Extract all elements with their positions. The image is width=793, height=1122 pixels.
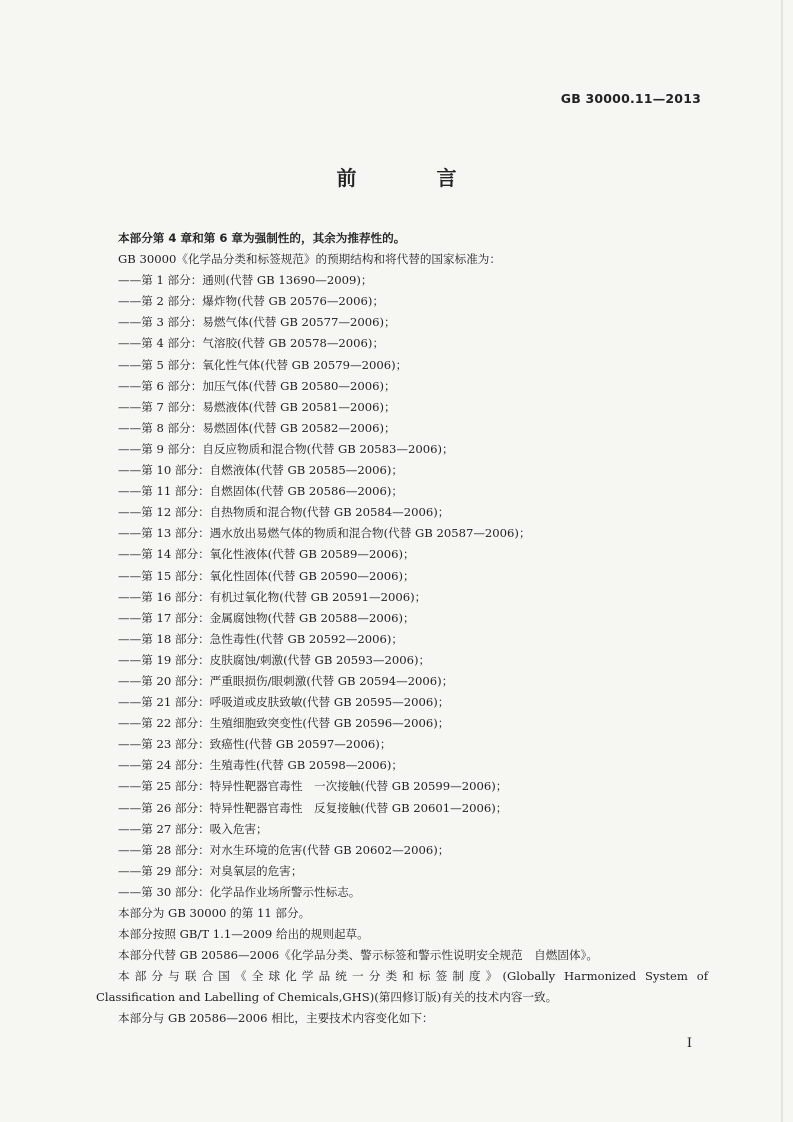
mandatory-statement: 本部分第 4 章和第 6 章为强制性的，其余为推荐性的。 [118,231,406,245]
part-list-item: ——第 23 部分：致癌性(代替 GB 20597—2006)； [118,737,392,752]
changes-intro: 本部分与 GB 20586—2006 相比，主要技术内容变化如下： [118,1011,434,1026]
page-title: 前 言 [336,166,487,190]
part-list-item: ——第 29 部分：对臭氧层的危害； [118,863,303,878]
part-list-item: ——第 5 部分：氧化性气体(代替 GB 20579—2006)； [118,357,408,372]
drafting-rule-statement: 本部分按照 GB/T 1.1—2009 给出的规则起草。 [118,927,369,942]
part-list-item: ——第 25 部分：特异性靶器官毒性 一次接触(代替 GB 20599—2006)； [118,779,508,794]
part-list-item: ——第 2 部分：爆炸物(代替 GB 20576—2006)； [118,294,385,309]
parts-list [96,270,708,903]
part-list-item: ——第 15 部分：氧化性固体(代替 GB 20590—2006)； [118,568,415,583]
part-list-item: ——第 21 部分：呼吸道或皮肤致敏(代替 GB 20595—2006)； [118,695,450,710]
part-list-item: ——第 19 部分：皮肤腐蚀/刺激(代替 GB 20593—2006)； [118,652,431,667]
replacement-statement: 本部分代替 GB 20586—2006《化学品分类、警示标签和警示性说明安全规范 自燃固体》。 [118,948,598,963]
part-list-item: ——第 30 部分：化学品作业场所警示性标志。 [118,884,361,899]
structure-intro: GB 30000《化学品分类和标签规范》的预期结构和将代替的国家标准为： [118,252,501,267]
standard-code: GB 30000.11—2013 [560,91,701,106]
part-list-item: ——第 1 部分：通则(代替 GB 13690—2009)； [118,273,373,288]
part-list-item: ——第 16 部分：有机过氧化物(代替 GB 20591—2006)； [118,589,427,604]
part-list-item: ——第 24 部分：生殖毒性(代替 GB 20598—2006)； [118,758,404,773]
part-list-item: ——第 18 部分：急性毒性(代替 GB 20592—2006)； [118,631,404,646]
part-list-item: ——第 17 部分：金属腐蚀物(代替 GB 20588—2006)； [118,610,415,625]
part-number-statement: 本部分为 GB 30000 的第 11 部分。 [118,906,311,920]
ghs-consistency-line1: 本部分与联合国《全球化学品统一分类和标签制度》(Globally Harmonized System of [118,969,708,984]
part-list-item: ——第 20 部分：严重眼损伤/眼刺激(代替 GB 20594—2006)； [118,673,454,688]
part-list-item: ——第 13 部分：遇水放出易燃气体的物质和混合物(代替 GB 20587—2006)； [118,526,531,541]
part-list-item: ——第 22 部分：生殖细胞致突变性(代替 GB 20596—2006)； [118,716,450,731]
part-list-item: ——第 10 部分：自燃液体(代替 GB 20585—2006)； [118,463,404,478]
part-list-item: ——第 26 部分：特异性靶器官毒性 反复接触(代替 GB 20601—2006)； [118,800,508,815]
part-list-item: ——第 28 部分：对水生环境的危害(代替 GB 20602—2006)； [118,842,450,857]
part-list-item: ——第 3 部分：易燃气体(代替 GB 20577—2006)； [118,315,396,330]
ghs-consistency-line2: Classification and Labelling of Chemicals,GHS)(第四修订版)有关的技术内容一致。 [96,990,558,1005]
part-list-item: ——第 9 部分：自反应物质和混合物(代替 GB 20583—2006)； [118,441,454,456]
part-list-item: ——第 14 部分：氧化性液体(代替 GB 20589—2006)； [118,547,415,562]
part-list-item: ——第 8 部分：易燃固体(代替 GB 20582—2006)； [118,420,396,435]
page-number: I [686,1036,692,1051]
part-list-item: ——第 27 部分：吸入危害； [118,821,268,836]
part-list-item: ——第 11 部分：自燃固体(代替 GB 20586—2006)； [118,484,404,499]
part-list-item: ——第 4 部分：气溶胶(代替 GB 20578—2006)； [118,336,385,351]
part-list-item: ——第 12 部分：自热物质和混合物(代替 GB 20584—2006)； [118,505,450,520]
part-list-item: ——第 7 部分：易燃液体(代替 GB 20581—2006)； [118,399,396,414]
foreword-body [96,228,708,1030]
part-list-item: ——第 6 部分：加压气体(代替 GB 20580—2006)； [118,378,396,393]
